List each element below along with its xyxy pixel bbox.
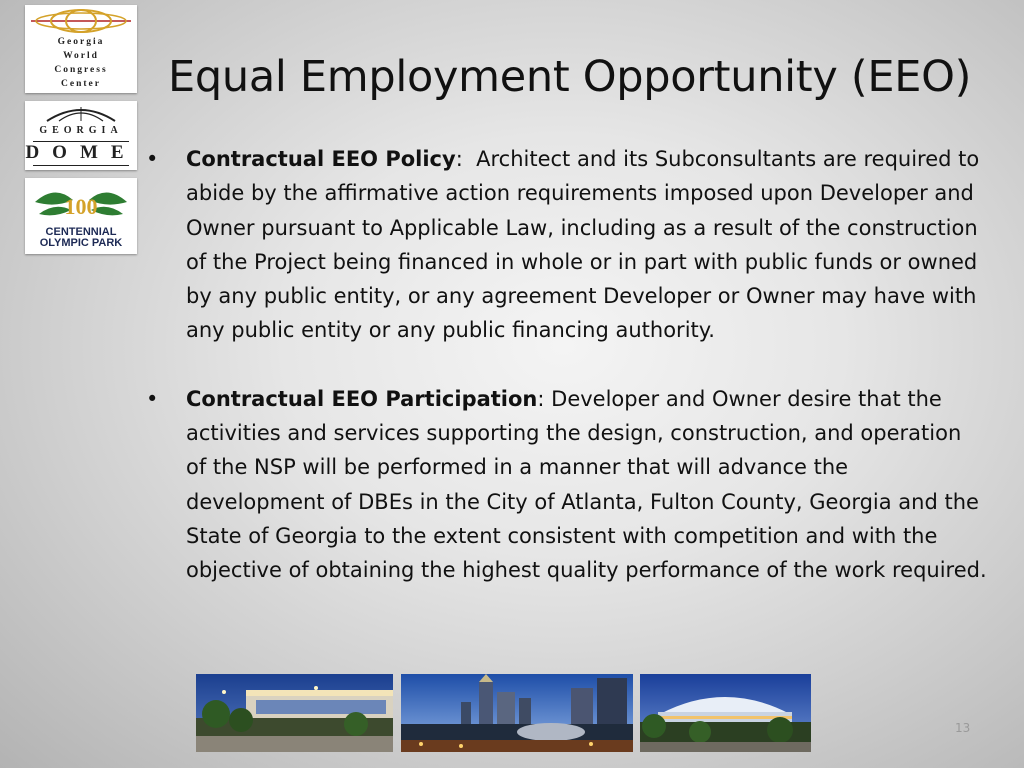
logo-line: CENTENNIAL	[45, 226, 117, 238]
logo-line: GEORGIA	[39, 125, 123, 136]
laurel-wreath-icon	[25, 180, 137, 226]
bullet-item	[142, 382, 987, 588]
svg-text:100: 100	[64, 194, 98, 219]
logo-line: DOME	[25, 142, 137, 163]
bullet-separator: :	[537, 386, 552, 411]
atlanta-skyline-photo	[401, 674, 633, 752]
slide-title: Equal Employment Opportunity (EEO)	[168, 52, 972, 102]
bullet-list	[142, 142, 987, 588]
convention-center-photo	[196, 674, 393, 752]
georgia-dome-logo	[25, 101, 137, 170]
georgia-dome-photo	[640, 674, 811, 752]
logo-line: OLYMPIC PARK	[39, 237, 123, 249]
logo-line: Georgia	[57, 37, 105, 47]
globe-icon	[25, 7, 137, 37]
bullet-heading: Contractual EEO Policy	[186, 147, 456, 171]
bullet-heading: Contractual EEO Participation	[186, 386, 538, 411]
bullet-icon: •	[146, 386, 159, 411]
centennial-olympic-park-logo	[25, 178, 137, 254]
logo-line: Center	[61, 79, 101, 89]
logo-line: Congress	[54, 65, 108, 75]
bullet-icon: •	[146, 147, 159, 171]
bullet-text: Developer and Owner desire that the activities and services supporting the design, construction, and operation of the NSP will be performed in a manner that will advance the development of DBEs in the City of Atlanta, Fulton County, Georgia and the State of Georgia to the extent consistent with competition and with the objective of obtaining the highest quality performance of the work required.	[186, 386, 987, 583]
georgia-world-congress-center-logo	[25, 5, 137, 93]
bullet-separator: :	[455, 147, 477, 171]
bullet-text: Architect and its Subconsultants are required to abide by the affirmative action requirements imposed upon Developer and Owner pursuant to Applicable Law, including as a result of the construction of the Project being financed in whole or in part with public funds or owned by any public entity, or any agreement Developer or Owner may have with any public entity or any public financing authority.	[186, 147, 980, 343]
bullet-item	[142, 142, 987, 348]
logo-line: World	[63, 51, 99, 61]
dome-icon	[25, 103, 137, 123]
page-number: 13	[955, 721, 971, 735]
